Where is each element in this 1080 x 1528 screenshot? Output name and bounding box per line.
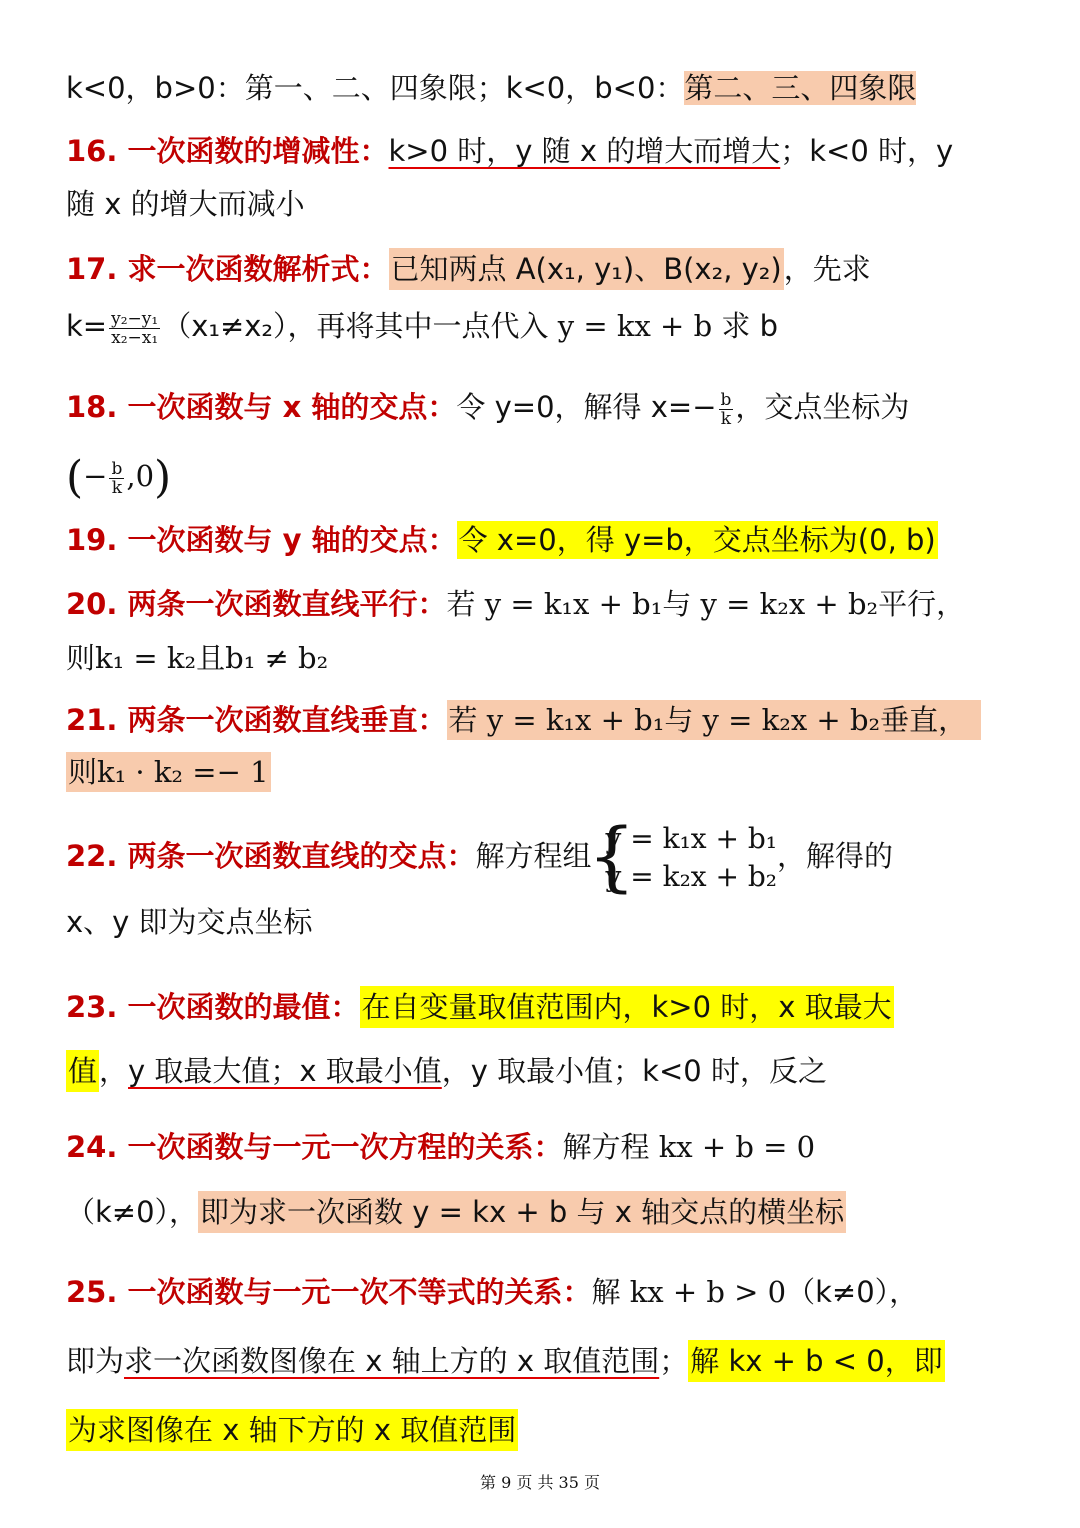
fraction-denominator: k (720, 408, 732, 429)
item-number: 18. (66, 390, 128, 424)
item-number: 23. (66, 990, 128, 1024)
highlight-text: 令 x=0，得 y=b，交点坐标为(0, b) (458, 523, 936, 557)
item-18-line2 (66, 448, 171, 504)
paren-open: ( (66, 452, 84, 503)
item-number: 17. (66, 252, 128, 286)
item-25-line3 (66, 1410, 518, 1450)
item-24 (66, 1127, 815, 1167)
text: 随 x 的增大而减小 (66, 187, 305, 221)
item-20 (66, 584, 965, 624)
item-title: 一次函数与一元一次不等式的关系： (127, 1275, 592, 1309)
item-16 (66, 131, 953, 171)
item-title: 两条一次函数直线平行： (127, 587, 447, 621)
highlight-text: 则k₁ · k₂ =− 1 (66, 752, 271, 792)
text: ，y 取最小值；k<0 时，反之 (441, 1054, 827, 1088)
underlined-text: 求一次函数图像在 x 轴上方的 x 取值范围 (124, 1344, 660, 1378)
item-16-line2 (66, 184, 305, 224)
underlined-text: k>0 时，y 随 x 的增大而增大 (388, 134, 781, 168)
item-22-line2 (66, 902, 313, 942)
line-quadrants (66, 68, 916, 108)
item-number: 24. (66, 1130, 128, 1164)
highlight-text: 值 (66, 1050, 99, 1092)
item-title: 求一次函数解析式： (127, 252, 389, 286)
text: 求 b (712, 309, 778, 343)
item-24-line2 (66, 1192, 846, 1232)
item-number: 22. (66, 839, 128, 873)
item-17-line2 (66, 301, 778, 357)
item-title: 一次函数与 x 轴的交点： (127, 390, 457, 424)
underlined-text: y 取最大值；x 取最小值 (128, 1054, 442, 1088)
fraction (719, 391, 734, 428)
item-title: 两条一次函数直线的交点： (127, 839, 476, 873)
highlight-text: 已知两点 A(x₁, y₁)、B(x₂, y₂) (389, 248, 784, 290)
math-text: 则k₁ = k₂且b₁ ≠ b₂ (66, 641, 329, 675)
highlight-text: 为求图像在 x 轴下方的 x 取值范围 (66, 1409, 518, 1451)
text: 解 (591, 1275, 630, 1309)
text: ， (99, 1054, 129, 1088)
item-23 (66, 987, 894, 1027)
item-19 (66, 520, 938, 560)
page-number: 第 9 页 共 35 页 (480, 1473, 600, 1492)
text: 解方程组 (475, 839, 592, 873)
text: k<0，b>0：第一、二、四象限；k<0，b<0： (66, 71, 685, 105)
math-text: − (83, 459, 108, 493)
math-text: kx + b > 0 (629, 1275, 787, 1309)
item-22 (66, 811, 894, 900)
text: k= (66, 309, 108, 343)
text: ，先求 (783, 252, 871, 286)
item-17 (66, 249, 871, 289)
highlight-text: 解 kx + b < 0，即 (688, 1340, 945, 1382)
item-title: 一次函数的最值： (127, 990, 360, 1024)
item-25 (66, 1272, 918, 1312)
text: 令 y=0，解得 x=− (456, 390, 717, 424)
fraction-numerator: y₂−y₁ (111, 308, 159, 329)
item-title: 两条一次函数直线垂直： (127, 703, 447, 737)
text: ； (659, 1344, 689, 1378)
slope-fraction (109, 310, 160, 347)
item-title: 一次函数的增减性： (127, 134, 389, 168)
item-number: 19. (66, 523, 128, 557)
highlight-text: 第二、三、四象限 (684, 71, 917, 105)
highlight-text: 若 y = k₁x + b₁与 y = k₂x + b₂垂直， (447, 700, 982, 740)
text: 即为 (66, 1344, 125, 1378)
item-18 (66, 382, 909, 432)
item-21 (66, 700, 981, 740)
item-25-line2 (66, 1341, 945, 1381)
item-title: 一次函数与一元一次方程的关系： (127, 1130, 563, 1164)
text: ，解得的 (777, 839, 894, 873)
text: （k≠0）， (66, 1195, 199, 1229)
fraction-denominator: k (111, 477, 123, 498)
item-23-line2 (66, 1051, 827, 1091)
fraction (109, 460, 124, 497)
math-text: ,0 (126, 459, 155, 493)
fraction-numerator: b (720, 389, 732, 410)
brace-icon: { (587, 811, 636, 900)
highlight-text: 在自变量取值范围内，k>0 时，x 取最大 (360, 986, 894, 1028)
text: 解方程 (562, 1130, 659, 1164)
item-title: 一次函数与 y 轴的交点： (127, 523, 457, 557)
item-number: 21. (66, 703, 128, 737)
equation-system (587, 811, 777, 900)
text: ，交点坐标为 (735, 390, 910, 424)
math-text: y = kx + b (557, 309, 713, 343)
text: （x₁≠x₂），再将其中一点代入 (162, 309, 558, 343)
paren-close: ) (154, 452, 172, 503)
item-number: 20. (66, 587, 128, 621)
item-number: 16. (66, 134, 128, 168)
math-text: 若 y = k₁x + b₁与 y = k₂x + b₂平行， (446, 587, 966, 621)
text: x、y 即为交点坐标 (66, 905, 313, 939)
item-20-line2 (66, 638, 328, 678)
highlight-text: 即为求一次函数 y = kx + b 与 x 轴交点的横坐标 (198, 1191, 846, 1233)
fraction-numerator: b (111, 458, 123, 479)
equation-row: y = k₂x + b₂ (605, 860, 777, 893)
math-text: kx + b = 0 (658, 1130, 816, 1164)
fraction-denominator: x₂−x₁ (111, 327, 159, 348)
equation-row: y = k₁x + b₁ (605, 822, 777, 855)
text: ；k<0 时，y (780, 134, 954, 168)
item-number: 25. (66, 1275, 128, 1309)
item-21-line2 (66, 752, 271, 792)
text: （k≠0）， (786, 1275, 919, 1309)
